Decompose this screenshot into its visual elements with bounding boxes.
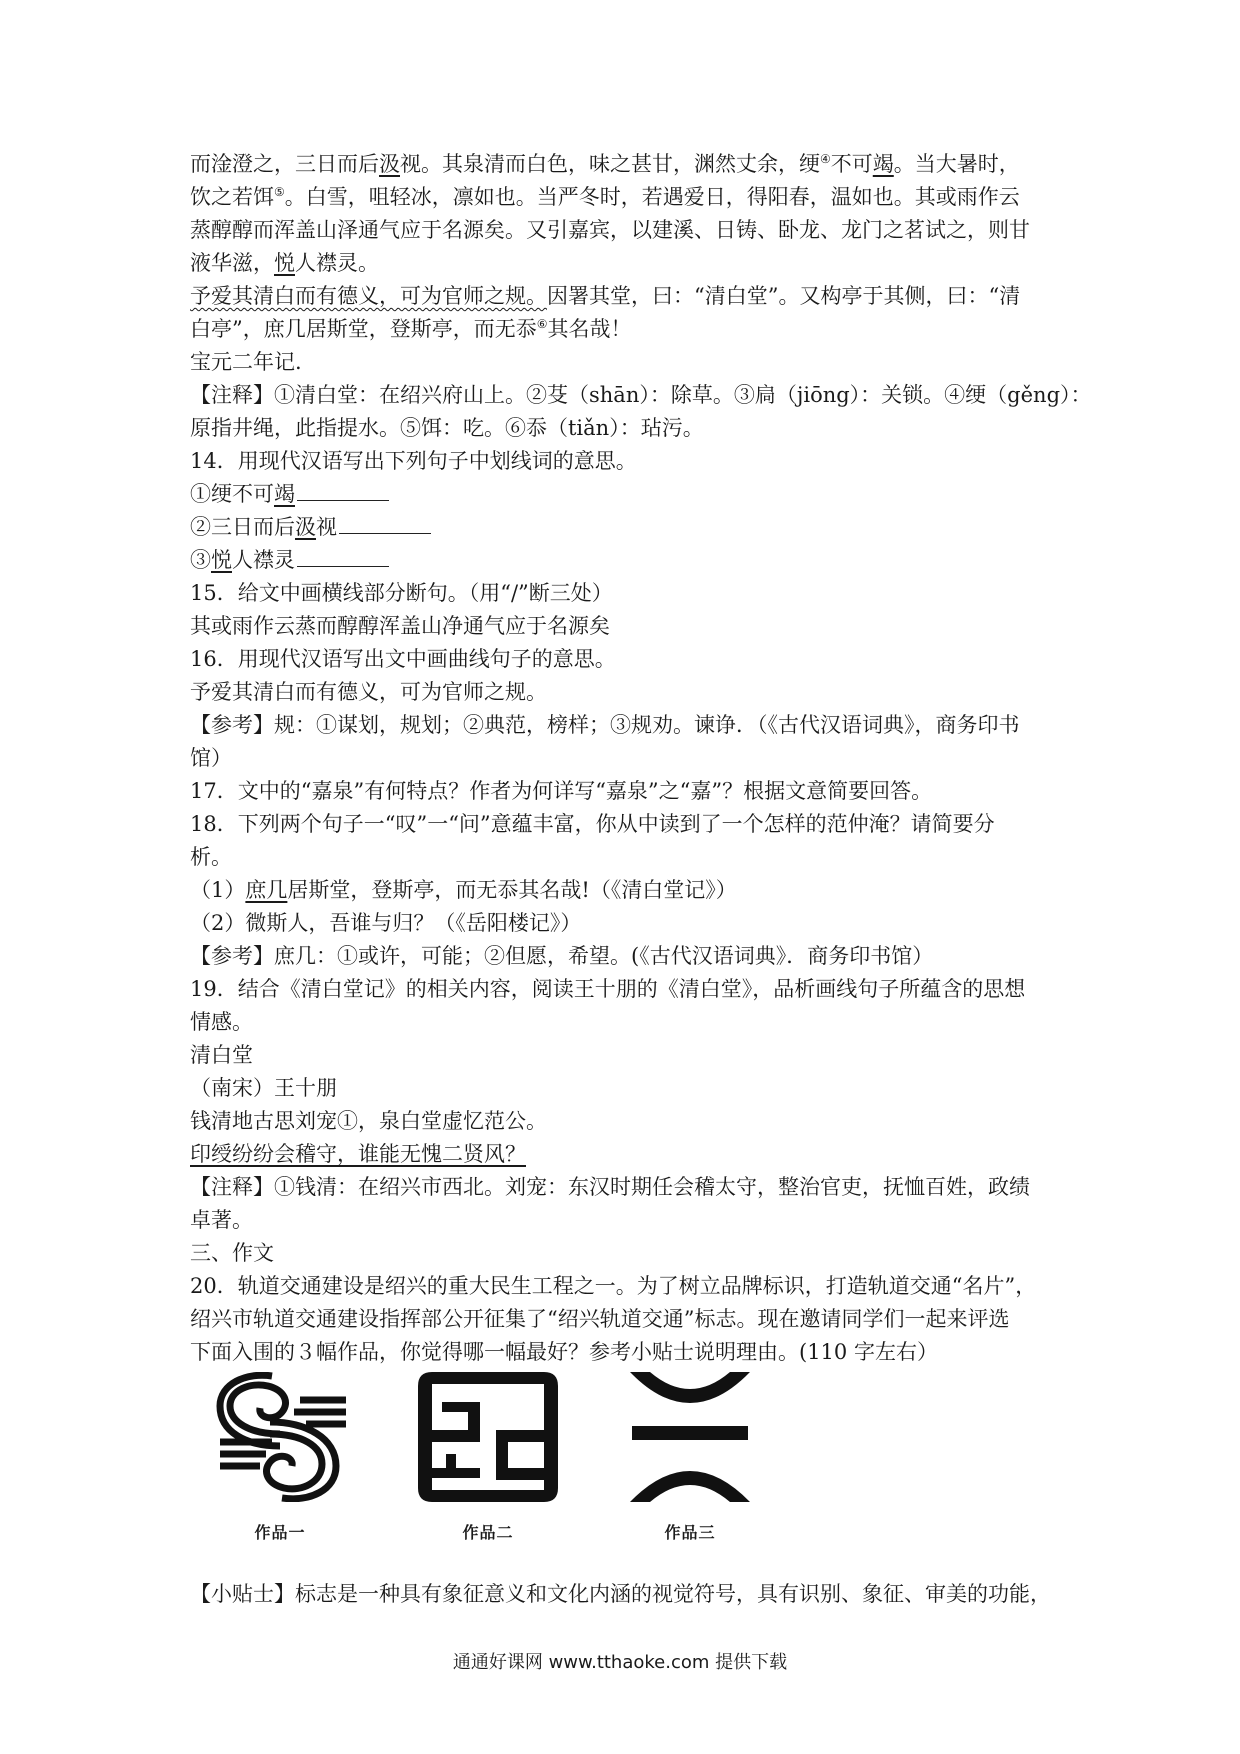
poem-annotation-cont: 卓著。 (190, 1208, 253, 1232)
text-span: ①绠不可 (190, 482, 274, 506)
reference-1: 【参考】规：①谋划，规划；②典范，榜样；③规劝。谏诤．（《古代汉语词典》，商务印书 (190, 713, 1020, 737)
arch-logo-icon (620, 1372, 760, 1502)
poem-title: 清白堂 (190, 1043, 253, 1067)
passage-line-2 (190, 181, 1060, 214)
underlined-sentence: 印绶纷纷会稽守，谁能无愧二贤风？ (190, 1142, 526, 1166)
text-span: 人襟灵 (232, 548, 295, 572)
question-14: 14．用现代汉语写出下列句子中划线词的意思。 (190, 449, 637, 473)
text-span: 。当大暑时， (893, 152, 1020, 176)
underlined-word: 汲 (295, 515, 316, 539)
question-20-cont-1: 绍兴市轨道交通建设指挥部公开征集了“绍兴轨道交通”标志。现在邀请同学们一起来评选 (190, 1307, 1010, 1331)
text-span: 因署其堂，曰：“清白堂”。又构亭于其侧，曰：“清 (547, 284, 1021, 308)
logo-entry-3 (620, 1372, 760, 1542)
section-heading: 三、作文 (190, 1241, 274, 1265)
passage-line-5 (190, 280, 1060, 313)
seal-logo-icon (418, 1372, 558, 1502)
text-span: 白亭”，庶几居斯堂，登斯亭，而无忝 (190, 317, 537, 341)
question-18-sentence-2: （2）微斯人，吾谁与归？（《岳阳楼记》） (190, 911, 582, 935)
text-span: 视。其泉清而白色，味之甚甘，渊然丈余，绠 (400, 152, 820, 176)
text-span: 液华滋， (190, 251, 274, 275)
annotation-line-2: 原指井绳，此指提水。⑤饵：吃。⑥忝（tiǎn）：玷污。 (190, 416, 704, 440)
question-14-item-2 (190, 511, 1060, 544)
logo-caption: 作品一 (254, 1523, 306, 1542)
reference-1-cont: 馆） (190, 746, 232, 770)
footer-source: 通通好课网 www.tthaoke.com 提供下载 (452, 1652, 788, 1673)
underlined-word: 竭 (872, 152, 894, 176)
text-span: 居斯堂，登斯亭，而无忝其名哉!（《清白堂记》） (287, 878, 737, 902)
question-18: 18．下列两个句子一“叹”一“问”意蕴丰富，你从中读到了一个怎样的范仲淹？请简要分 (190, 812, 995, 836)
poem-author: （南宋）王十朋 (190, 1076, 337, 1100)
question-20: 20．轨道交通建设是绍兴的重大民生工程之一。为了树立品牌标识，打造轨道交通“名片”， (190, 1274, 1037, 1298)
footnote-mark: ⑥ (536, 317, 548, 331)
text-span: ②三日而后 (190, 515, 295, 539)
passage-line-4 (190, 247, 1060, 280)
footnote-mark: ④ (820, 152, 831, 166)
question-15: 15．给文中画横线部分断句。（用“/”断三处） (190, 581, 613, 605)
poem-line-1: 钱清地古思刘宠①，泉白堂虚忆范公。 (190, 1109, 547, 1133)
text-span: 视 (316, 515, 337, 539)
poem-annotation: 【注释】①钱清：在绍兴市西北。刘宠：东汉时期任会稽太守，整治官吏，抚恤百姓，政绩 (190, 1175, 1030, 1199)
passage-line-3: 蒸醇醇而浑盖山泽通气应于名源矣。又引嘉宾，以建溪、日铸、卧龙、龙门之茗试之，则甘 (190, 218, 1030, 242)
answer-blank[interactable] (297, 480, 389, 501)
underlined-word: 悦 (211, 548, 232, 572)
passage-line-6 (190, 313, 1060, 346)
question-17: 17．文中的“嘉泉”有何特点？作者为何详写“嘉泉”之“嘉”？根据文意简要回答。 (190, 779, 933, 803)
text-span: 。白雪，咀轻冰，凛如也。当严冬时，若遇爱日，得阳春，温如也。其或雨作云 (284, 185, 1020, 209)
answer-blank[interactable] (339, 513, 431, 534)
footnote-mark: ⑤ (274, 185, 285, 199)
logo-entry-1 (210, 1372, 350, 1542)
answer-blank[interactable] (297, 546, 389, 567)
question-14-item-3 (190, 544, 1060, 577)
question-16-sentence: 予爱其清白而有德义，可为官师之规。 (190, 680, 547, 704)
annotation-line-1: 【注释】①清白堂：在绍兴府山上。②芟（shān）：除草。③扃（jiōng）：关锁。④绠（gěng）： (190, 383, 1092, 407)
question-18-sentence-1 (190, 874, 1060, 907)
poem-line-2 (190, 1138, 1060, 1171)
underlined-word: 汲 (379, 152, 400, 176)
text-span: 不可 (830, 152, 873, 176)
swirl-logo-icon (210, 1372, 350, 1502)
logo-caption: 作品三 (664, 1523, 716, 1542)
question-18-cont: 析。 (190, 845, 232, 869)
underlined-word: 悦 (274, 251, 295, 275)
question-19-cont: 情感。 (190, 1010, 253, 1034)
text-span: 饮之若饵 (190, 185, 274, 209)
logo-caption: 作品二 (462, 1523, 514, 1542)
question-15-sentence: 其或雨作云蒸而醇醇浑盖山净通气应于名源矣 (190, 614, 610, 638)
passage-date: 宝元二年记. (190, 350, 302, 374)
question-19: 19．结合《清白堂记》的相关内容，阅读王十朋的《清白堂》，品析画线句子所蕴含的思想 (190, 977, 1026, 1001)
text-span: 而淦澄之，三日而后 (190, 152, 379, 176)
question-20-cont-2: 下面入围的３幅作品，你觉得哪一幅最好？参考小贴士说明理由。(110 字左右） (190, 1340, 938, 1364)
wavy-underlined-sentence: 予爱其清白而有德义，可为官师之规。 (190, 284, 547, 308)
question-14-item-1 (190, 478, 1060, 511)
reference-2: 【参考】庶几：①或许，可能；②但愿，希望。(《古代汉语词典》．商务印书馆） (190, 944, 934, 968)
question-16: 16．用现代汉语写出文中画曲线句子的意思。 (190, 647, 616, 671)
text-span: （1） (190, 878, 246, 902)
document-body (190, 148, 1092, 1369)
logo-entry-2 (418, 1372, 558, 1542)
passage-line-1 (190, 148, 1060, 181)
underlined-word: 竭 (274, 482, 295, 506)
text-span: 人襟灵。 (295, 251, 379, 275)
underlined-word: 庶几 (245, 878, 288, 902)
text-span: ③ (190, 548, 211, 572)
tip-text: 【小贴士】标志是一种具有象征意义和文化内涵的视觉符号，具有识别、象征、审美的功能， (190, 1582, 1051, 1606)
logo-candidates (200, 1372, 900, 1542)
text-span: 其名哉！ (547, 317, 632, 341)
